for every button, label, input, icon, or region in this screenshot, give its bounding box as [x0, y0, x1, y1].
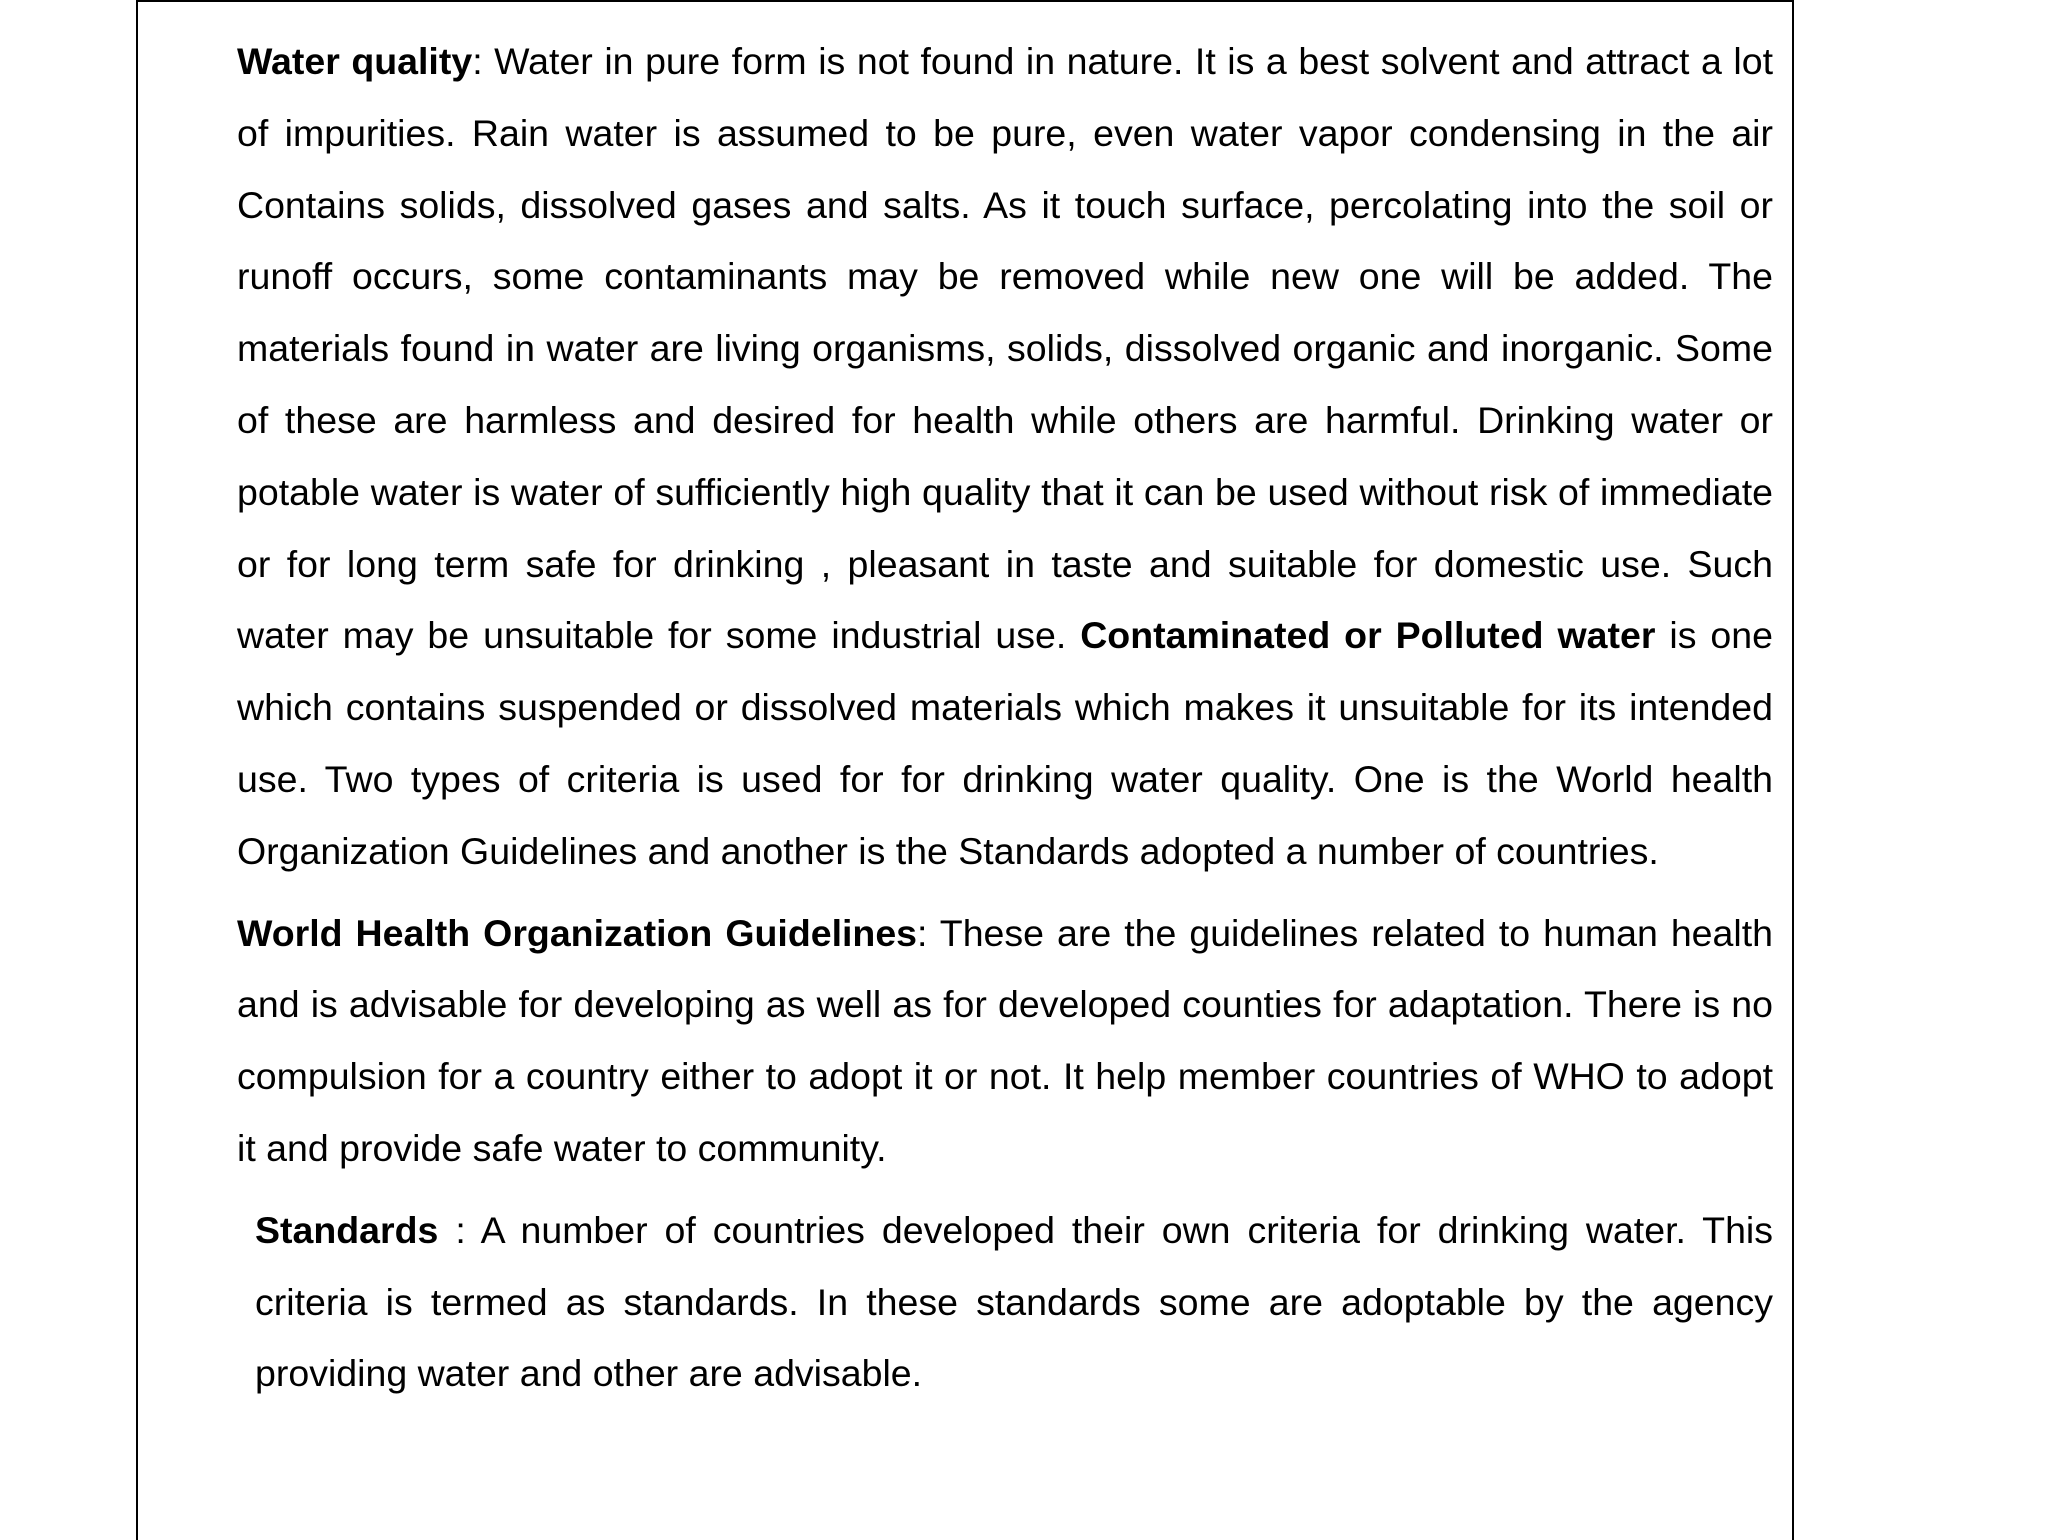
paragraph-text: A number of countries developed their own criteria for drinking water. This criteria is termed as standards. In these standards some are adoptable by the agency providing water and other are advisable. — [255, 1208, 1774, 1395]
heading-separator: : — [917, 911, 940, 954]
document-body — [237, 26, 1773, 1410]
heading-separator: : — [472, 40, 495, 82]
paragraph-water-quality — [237, 26, 1773, 888]
heading-standards: Standards — [255, 1208, 439, 1251]
heading-water-quality: Water quality — [237, 40, 473, 82]
paragraph-text: is one which contains suspended or dissolved materials which makes it unsuitable for its intended use. Two types of criteria is used for for drinking water quality. One is the World health Organization Guidelines and another is the Standards adopted a number of countries. — [237, 614, 1773, 872]
paragraph-standards — [237, 1195, 1773, 1410]
paragraph-text: These are the guidelines related to human health and is advisable for developing as well as for developed counties for adaptation. There is no compulsion for a country either to adopt it or not. It help member countries of WHO to adopt it and provide safe water to community. — [237, 911, 1773, 1169]
document-page — [136, 0, 1794, 1540]
heading-separator: : — [438, 1208, 481, 1251]
heading-contaminated-water: Contaminated or Polluted water — [1080, 614, 1656, 657]
paragraph-text: Water in pure form is not found in nature. It is a best solvent and attract a lot of impurities. Rain water is assumed to be pure, even water vapor condensing in the air Contains solids, dissolved gases and salts. As it touch surface, percolating into the soil or runoff occurs, some contaminants may be removed while new one will be added. The materials found in water are living organisms, solids, dissolved organic and inorganic. Some of these are harmless and desired for health while others are harmful. Drinking water or potable water is water of sufficiently high quality that it can be used without risk of immediate or for long term safe for drinking , pleasant in taste and suitable for domestic use. Such water may be unsuitable for some industrial use. — [237, 40, 1773, 657]
heading-who-guidelines: World Health Organization Guidelines — [237, 911, 918, 954]
paragraph-who-guidelines — [237, 898, 1773, 1185]
